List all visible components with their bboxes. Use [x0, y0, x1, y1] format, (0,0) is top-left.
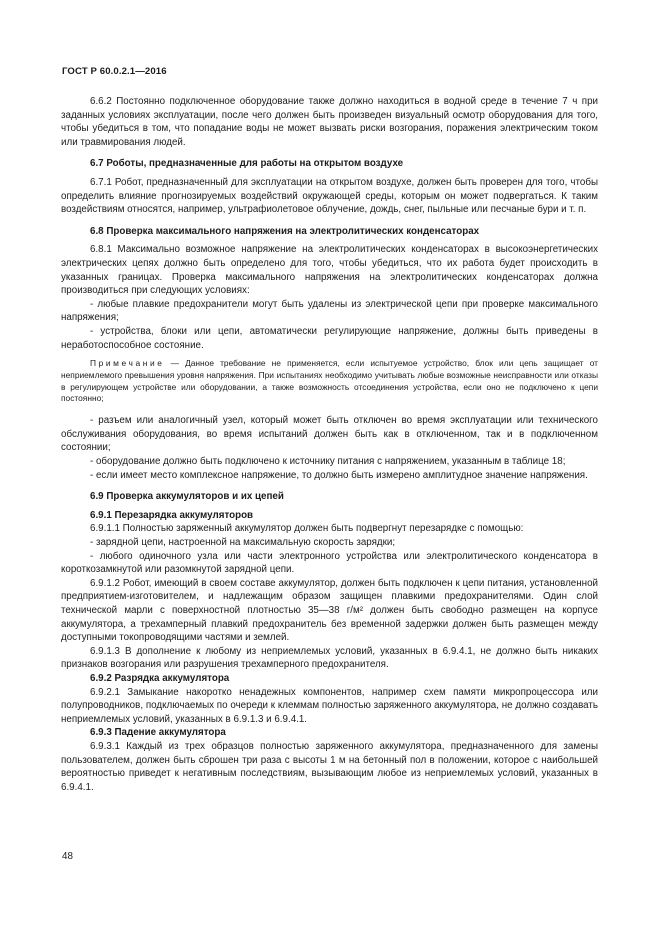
paragraph-6-7-1: 6.7.1 Робот, предназначенный для эксплуатации на открытом воздухе, должен быть проверен для того, чтобы определить влияние прогнозируемых воздействий окружающей среды, которым он может подвергаться. К таким воздействиям относятся, например, ультрафиолетовое облучение, дождь, снег, пыльные или песчаные бури и т. п.	[61, 176, 598, 216]
paragraph-6-9-2-1: 6.9.2.1 Замыкание накоротко ненадежных компонентов, например схем памяти микропроцессора или полупроводников, подключаемых по очереди к клеммам полностью заряженного аккумулятора, не должно создавать неприемлемых условий, указанных в 6.9.1.3 и 6.9.4.1.	[61, 686, 598, 725]
paragraph-6-9-3-1: 6.9.3.1 Каждый из трех образцов полностью заряженного аккумулятора, предназначенного для замены пользователем, должен быть сброшен три раза с высоты 1 м на бетонный пол в положении, которое с наибольшей вероятностью приведет к негативным последствиям, вызывающим любое из неприемлемых условий, указанных в 6.9.4.1.	[61, 740, 598, 793]
list-item: - зарядной цепи, настроенной на максимальную скорость зарядки;	[90, 537, 396, 549]
subsection-heading-6-9-3: 6.9.3 Падение аккумулятора	[90, 727, 226, 739]
list-item: - разъем или аналогичный узел, который может быть отключен во время эксплуатации или технического обслуживания оборудования, во время испытаний должен быть как в отключенном, так и в подключенном состоянии;	[61, 415, 598, 454]
paragraph-6-8-1: 6.8.1 Максимально возможное напряжение на электролитических конденсаторах в высокоэнергетических электрических цепях должно быть определено для того, чтобы убедиться, что их работа будет происходить в указанных границах. Проверка максимального напряжения на электролитических конденсаторах должна производиться при следующих условиях:	[61, 244, 598, 297]
page-number: 48	[62, 851, 73, 862]
document-header: ГОСТ Р 60.0.2.1—2016	[62, 66, 167, 77]
note-block	[61, 358, 598, 405]
list-item: - устройства, блоки или цепи, автоматически регулирующие напряжение, должны быть приведены в неработоспособное состояние.	[61, 325, 598, 351]
note-text: — Данное требование не применяется, если испытуемое устройство, блок или цепь защищает от неприемлемого превышения уровня напряжения. При испытаниях необходимо учитывать любые возможные неисправности или отказы в регулирующем устройстве или оборудовании, а также возможность отсоединения устройства, если оно не подключено к цепи постоянно;	[61, 358, 598, 404]
list-item: - если имеет место комплексное напряжение, то должно быть измерено амплитудное значение напряжения.	[90, 469, 588, 481]
paragraph-6-9-1-1: 6.9.1.1 Полностью заряженный аккумулятор должен быть подвергнут перезарядке с помощью:	[90, 523, 524, 535]
subsection-heading-6-9-2: 6.9.2 Разрядка аккумулятора	[90, 672, 230, 684]
list-item: - оборудование должно быть подключено к источнику питания с напряжением, указанным в таблице 18;	[90, 456, 566, 468]
section-heading-6-9: 6.9 Проверка аккумуляторов и их цепей	[90, 491, 284, 503]
paragraph-6-9-1-3: 6.9.1.3 В дополнение к любому из неприемлемых условий, указанных в 6.9.4.1, не должно быть никаких признаков возгорания или разрушения трехамперного предохранителя.	[61, 645, 598, 671]
document-body	[61, 95, 598, 794]
paragraph-6-6-2: 6.6.2 Постоянно подключенное оборудование также должно находиться в водной среде в течение 7 ч при заданных условиях эксплуатации, после чего должен быть произведен визуальный осмотр оборудования для того, чтобы убедиться в том, что попадание воды не может вызвать риски возгорания, поражения электрическим током или травмирования людей.	[61, 96, 598, 148]
subsection-heading-6-9-1: 6.9.1 Перезарядка аккумуляторов	[90, 509, 254, 521]
list-item: - любые плавкие предохранители могут быть удалены из электрической цепи при проверке максимального напряжения;	[61, 298, 598, 324]
section-heading-6-8: 6.8 Проверка максимального напряжения на электролитических конденсаторах	[90, 225, 480, 237]
note-label: Примечание	[90, 358, 165, 369]
paragraph-6-9-1-2: 6.9.1.2 Робот, имеющий в своем составе аккумулятор, должен быть подключен к цепи питания, установленной предприятием-изготовителем, и надлежащим образом защищен плавкими предохранителями. Один слой технической марли с поверхностной плотностью 35—38 г/м² должен быть свободно размещен на корпусе аккумулятора, а трехамперный плавкий предохранитель без временной задержки должен быть размещен между доступными токопроводящими частями и землей.	[61, 577, 598, 644]
section-heading-6-7: 6.7 Роботы, предназначенные для работы на открытом воздухе	[90, 158, 404, 170]
list-item: - любого одиночного узла или части электронного устройства или электролитического конденсатора в короткозамкнутой или разомкнутой зарядной цепи.	[61, 550, 598, 576]
